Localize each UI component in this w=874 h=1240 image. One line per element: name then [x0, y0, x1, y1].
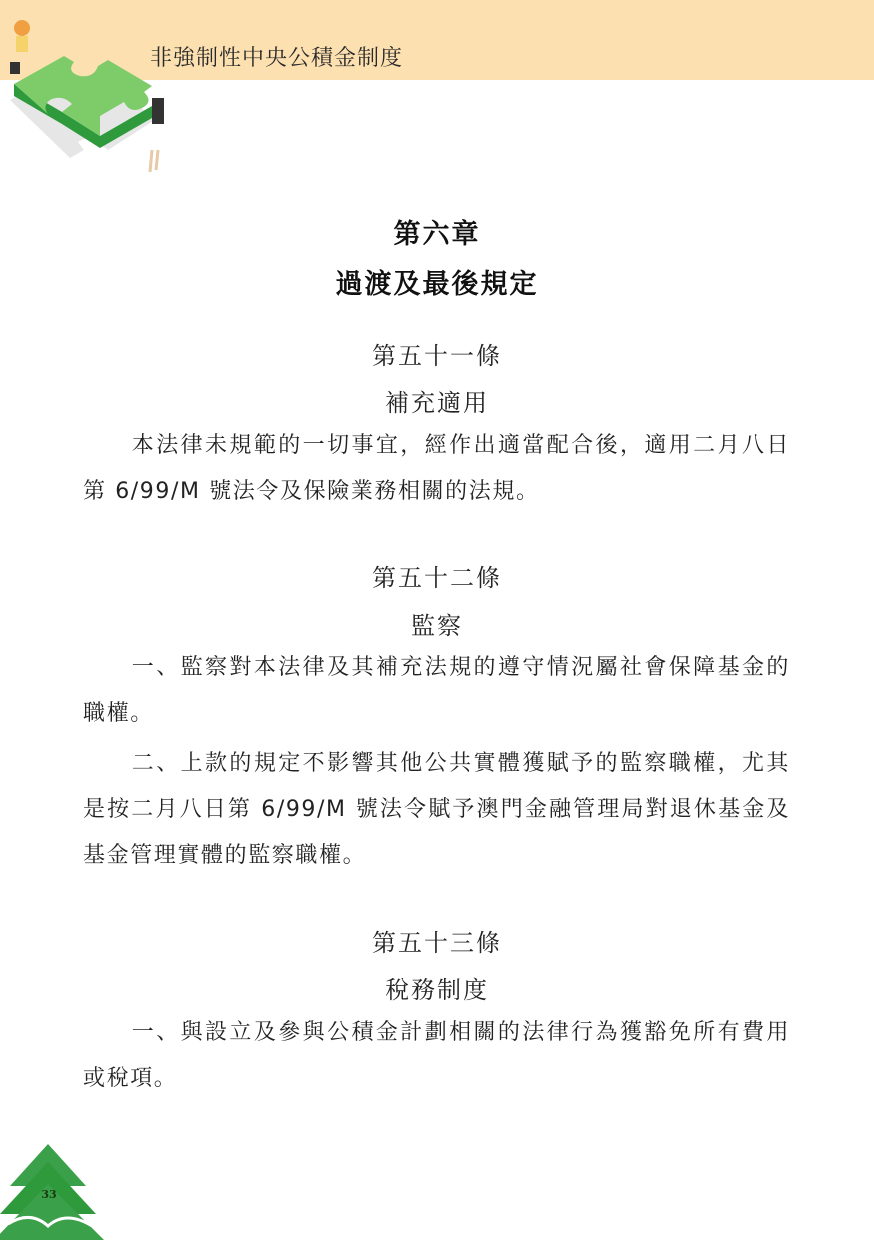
article-52-number: 第五十二條 — [372, 564, 502, 592]
chapter-title: 過渡及最後規定 — [335, 269, 539, 300]
figure-body-dark — [10, 62, 20, 74]
article-51-title: 補充適用 — [385, 389, 489, 417]
puzzle-block — [152, 98, 164, 124]
page-number: 33 — [41, 1188, 57, 1201]
figure-body — [16, 36, 28, 52]
article-51-number: 第五十一條 — [372, 342, 502, 370]
article-53-paragraph-1: 一、與設立及參與公積金計劃相關的法律行為獲豁免所有費用或稅項。 — [83, 1020, 790, 1091]
article-53-title: 稅務制度 — [385, 976, 489, 1004]
chapter-number: 第六章 — [393, 219, 481, 250]
article-52-paragraph-1: 一、監察對本法律及其補充法規的遵守情況屬社會保障基金的職權。 — [83, 655, 790, 726]
article-53-number: 第五十三條 — [372, 929, 502, 957]
article-51-paragraph-1: 本法律未規範的一切事宜，經作出適當配合後，適用二月八日第 6/99/M 號法令及保險業務相關的法規。 — [83, 433, 790, 504]
article-52-paragraph-2: 二、上款的規定不影響其他公共實體獲賦予的監察職權，尤其是按二月八日第 6/99/M 號法令賦予澳門金融管理局對退休基金及基金管理實體的監察職權。 — [83, 751, 790, 868]
figure-head — [14, 20, 30, 36]
puzzle-illustration — [0, 0, 175, 180]
figure-legs — [150, 150, 158, 172]
header-title: 非強制性中央公積金制度 — [150, 46, 404, 71]
article-52-title: 監察 — [411, 612, 463, 640]
